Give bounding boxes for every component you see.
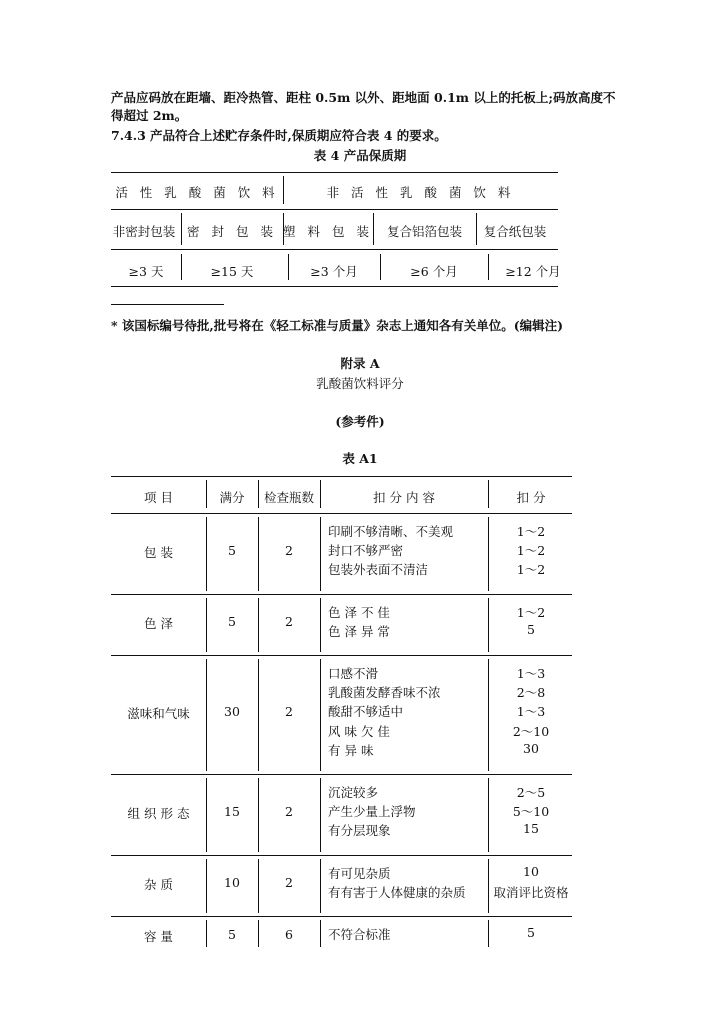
table4-mid-rule xyxy=(111,209,558,210)
table4-header-inactive: 非 活 性 乳 酸 菌 饮 料 xyxy=(326,185,515,200)
tableA1-divider xyxy=(206,598,207,652)
appendix-label: 附录 A xyxy=(340,356,380,371)
tableA1-deduct-points: 15 xyxy=(523,821,539,837)
tableA1-divider xyxy=(258,920,259,947)
tableA1-header: 满分 xyxy=(219,490,245,505)
tableA1-deduct-content: 封口不够严密 xyxy=(328,543,404,559)
table4-header-active: 活 性 乳 酸 菌 饮 料 xyxy=(115,185,279,200)
tableA1-item: 滋味和气味 xyxy=(127,706,190,721)
tableA1-divider xyxy=(488,517,489,591)
tableA1-divider xyxy=(488,778,489,852)
tableA1-bottles: 2 xyxy=(285,542,293,558)
table4-top-rule xyxy=(111,172,558,173)
tableA1-full-score: 30 xyxy=(224,704,240,719)
table4-sub-5: 复合纸包装 xyxy=(483,224,547,239)
tableA1-deduct-content: 有分层现象 xyxy=(328,823,391,839)
tableA1-deduct-content: 印刷不够清晰、不美观 xyxy=(328,524,454,539)
tableA1-deduct-points: 1～3 xyxy=(516,666,546,681)
footnote: * 该国标编号待批,批号将在《轻工标准与质量》杂志上通知各有关单位。(编辑注) xyxy=(111,318,564,333)
table4-value-4: ≥6 个月 xyxy=(410,264,458,279)
tableA1-divider xyxy=(488,598,489,652)
tableA1-divider xyxy=(206,659,207,771)
tableA1-deduct-points: 5 xyxy=(527,621,535,637)
tableA1-row-rule xyxy=(111,774,572,775)
clause-text: 产品符合上述贮存条件时,保质期应符合表 4 的要求。 xyxy=(150,128,447,143)
tableA1-deduct-content: 酸甜不够适中 xyxy=(328,704,404,720)
paragraph-storage-line2: 得超过 2m。 xyxy=(111,108,188,123)
tableA1-deduct-points: 1～2 xyxy=(516,524,546,539)
tableA1-divider xyxy=(488,920,489,947)
tableA1-divider xyxy=(206,480,207,508)
tableA1-deduct-content: 有可见杂质 xyxy=(328,865,391,881)
tableA1-deduct-points: 5～10 xyxy=(512,804,550,820)
tableA1-header-rule xyxy=(111,513,572,514)
tableA1-deduct-points: 1～2 xyxy=(516,604,546,620)
tableA1-divider xyxy=(258,859,259,913)
footnote-rule xyxy=(111,304,224,305)
tableA1-deduct-points: 1～2 xyxy=(516,543,546,559)
tableA1-deduct-content: 色 泽 异 常 xyxy=(328,623,390,639)
tableA1-deduct-points: 取消评比资格 xyxy=(493,884,569,900)
tableA1-divider xyxy=(320,480,321,508)
tableA1-top-rule xyxy=(111,476,572,477)
tableA1-header: 扣 分 内 容 xyxy=(373,490,435,505)
clause-number: 7.4.3 xyxy=(111,128,146,143)
tableA1-divider xyxy=(258,598,259,652)
table4-value-5: ≥12 个月 xyxy=(505,264,561,279)
table4-divider xyxy=(283,176,284,204)
table4-sub-2: 密 封 包 装 xyxy=(187,224,277,239)
table4-value-3: ≥3 个月 xyxy=(310,264,358,279)
tableA1-bottles: 2 xyxy=(285,803,293,819)
tableA1-divider xyxy=(258,659,259,771)
tableA1-divider xyxy=(488,859,489,913)
tableA1-deduct-content: 有有害于人体健康的杂质 xyxy=(328,884,466,900)
tableA1-header: 项 目 xyxy=(144,490,173,505)
tableA1-divider xyxy=(206,859,207,913)
tableA1-divider xyxy=(320,598,321,652)
tableA1-item: 组 织 形 态 xyxy=(127,805,190,821)
appendix-note: (参考件) xyxy=(335,414,385,429)
table4-sub-4: 复合铝箔包装 xyxy=(386,224,462,239)
tableA1-full-score: 5 xyxy=(228,542,236,558)
tableA1-header: 扣 分 xyxy=(516,490,546,505)
tableA1-deduct-points: 5 xyxy=(527,925,535,940)
appendix-title: 乳酸菌饮料评分 xyxy=(316,376,404,391)
tableA1-deduct-content: 产生少量上浮物 xyxy=(328,804,416,820)
tableA1-deduct-content: 口感不滑 xyxy=(328,666,379,681)
tableA1-row-rule xyxy=(111,655,572,656)
tableA1-divider xyxy=(206,778,207,852)
tableA1-divider xyxy=(320,778,321,852)
table4-bottom-rule xyxy=(111,286,558,287)
tableA1-deduct-points: 30 xyxy=(523,740,539,756)
tableA1-full-score: 5 xyxy=(228,613,236,629)
tableA1-deduct-content: 风 味 欠 佳 xyxy=(328,723,390,739)
tableA1-bottles: 2 xyxy=(285,704,293,719)
tableA1-deduct-points: 1～2 xyxy=(516,562,546,578)
tableA1-deduct-content: 色 泽 不 佳 xyxy=(328,604,390,620)
tableA1-divider xyxy=(320,659,321,771)
tableA1-divider xyxy=(206,517,207,591)
tableA1-bottles: 6 xyxy=(285,926,293,942)
tableA1-deduct-content: 有 异 味 xyxy=(328,742,374,758)
tableA1-divider xyxy=(320,859,321,913)
tableA1-deduct-content: 不符合标准 xyxy=(328,927,391,942)
tableA1-deduct-points: 2～8 xyxy=(516,685,546,701)
table4-rule xyxy=(111,249,558,250)
table4-sub-1: 非密封包装 xyxy=(112,224,176,239)
tableA1-divider xyxy=(258,778,259,852)
tableA1-header: 检查瓶数 xyxy=(263,490,314,505)
tableA1-divider xyxy=(320,517,321,591)
tableA1-bottles: 2 xyxy=(285,613,293,629)
tableA1-caption: 表 A1 xyxy=(342,451,378,466)
tableA1-divider xyxy=(320,920,321,947)
tableA1-item: 包 装 xyxy=(144,544,173,560)
tableA1-row-rule xyxy=(111,594,572,595)
tableA1-item: 容 量 xyxy=(144,928,173,944)
tableA1-divider xyxy=(488,480,489,508)
tableA1-bottles: 2 xyxy=(285,874,293,890)
tableA1-divider xyxy=(258,517,259,591)
tableA1-divider xyxy=(258,480,259,508)
table4-value-2: ≥15 天 xyxy=(210,264,254,279)
table4-sub-3: 塑 料 包 装 xyxy=(283,224,373,239)
tableA1-item: 色 泽 xyxy=(144,615,173,631)
tableA1-full-score: 10 xyxy=(224,874,240,890)
tableA1-deduct-points: 10 xyxy=(523,863,539,879)
tableA1-deduct-points: 1～3 xyxy=(516,704,546,720)
tableA1-item: 杂 质 xyxy=(144,876,173,892)
paragraph-storage-line1: 产品应码放在距墙、距冷热管、距柱 0.5m 以外、距地面 0.1m 以上的托板上;码放高度不 xyxy=(111,90,616,105)
tableA1-deduct-points: 2～5 xyxy=(516,785,546,800)
table4-value-1: ≥3 天 xyxy=(128,264,164,279)
tableA1-deduct-content: 沉淀较多 xyxy=(328,785,379,800)
tableA1-full-score: 5 xyxy=(228,926,236,942)
tableA1-deduct-content: 包装外表面不清洁 xyxy=(328,562,429,578)
table4-caption: 表 4 产品保质期 xyxy=(313,148,407,163)
tableA1-full-score: 15 xyxy=(224,803,240,819)
tableA1-deduct-content: 乳酸菌发酵香味不浓 xyxy=(328,685,441,701)
tableA1-divider xyxy=(488,659,489,771)
tableA1-divider xyxy=(206,920,207,947)
tableA1-row-rule xyxy=(111,855,572,856)
tableA1-row-rule xyxy=(111,916,572,917)
tableA1-deduct-points: 2～10 xyxy=(512,723,550,739)
